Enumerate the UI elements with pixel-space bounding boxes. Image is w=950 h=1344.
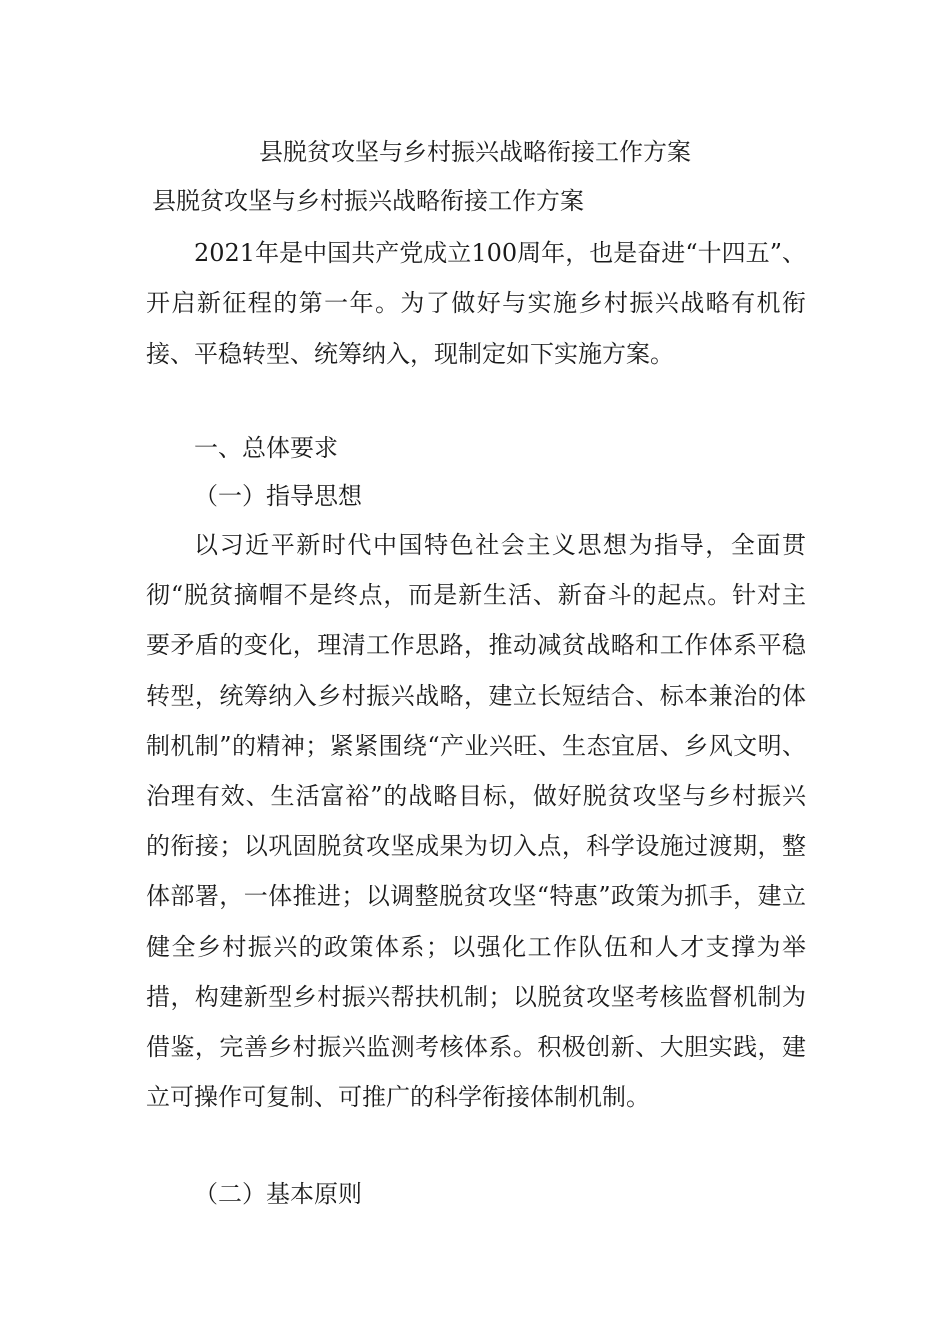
intro-paragraph: 2021年是中国共产党成立100周年，也是奋进“十四五”、开启新征程的第一年。为了做好与实施乡村振兴战略有机衔接、平稳转型、统筹纳入，现制定如下实施方案。 xyxy=(146,239,806,368)
document-subtitle: 县脱贫攻坚与乡村振兴战略衔接工作方案 xyxy=(152,187,584,215)
section-heading-general-requirements: 一、总体要求 xyxy=(194,434,338,462)
guiding-ideology-paragraph: 以习近平新时代中国特色社会主义思想为指导，全面贯彻“脱贫摘帽不是终点，而是新生活、新奋斗的起点。针对主要矛盾的变化，理清工作思路，推动减贫战略和工作体系平稳转型，统筹纳入乡村振兴战略，建立长短结合、标本兼治的体制机制”的精神；紧紧围绕“产业兴旺、生态宜居、乡风文明、治理有效、生活富裕”的战略目标，做好脱贫攻坚与乡村振兴的衔接；以巩固脱贫攻坚成果为切入点，科学设施过渡期，整体部署，一体推进；以调整脱贫攻坚“特惠”政策为抓手，建立健全乡村振兴的政策体系；以强化工作队伍和人才支撑为举措，构建新型乡村振兴帮扶机制；以脱贫攻坚考核监督机制为借鉴，完善乡村振兴监测考核体系。积极创新、大胆实践，建立可操作可复制、可推广的科学衔接体制机制。 xyxy=(146,531,806,1112)
subsection-heading-basic-principles: （二）基本原则 xyxy=(194,1180,362,1208)
subsection-heading-guiding-ideology: （一）指导思想 xyxy=(194,482,362,510)
document-title: 县脱贫攻坚与乡村振兴战略衔接工作方案 xyxy=(259,138,691,166)
